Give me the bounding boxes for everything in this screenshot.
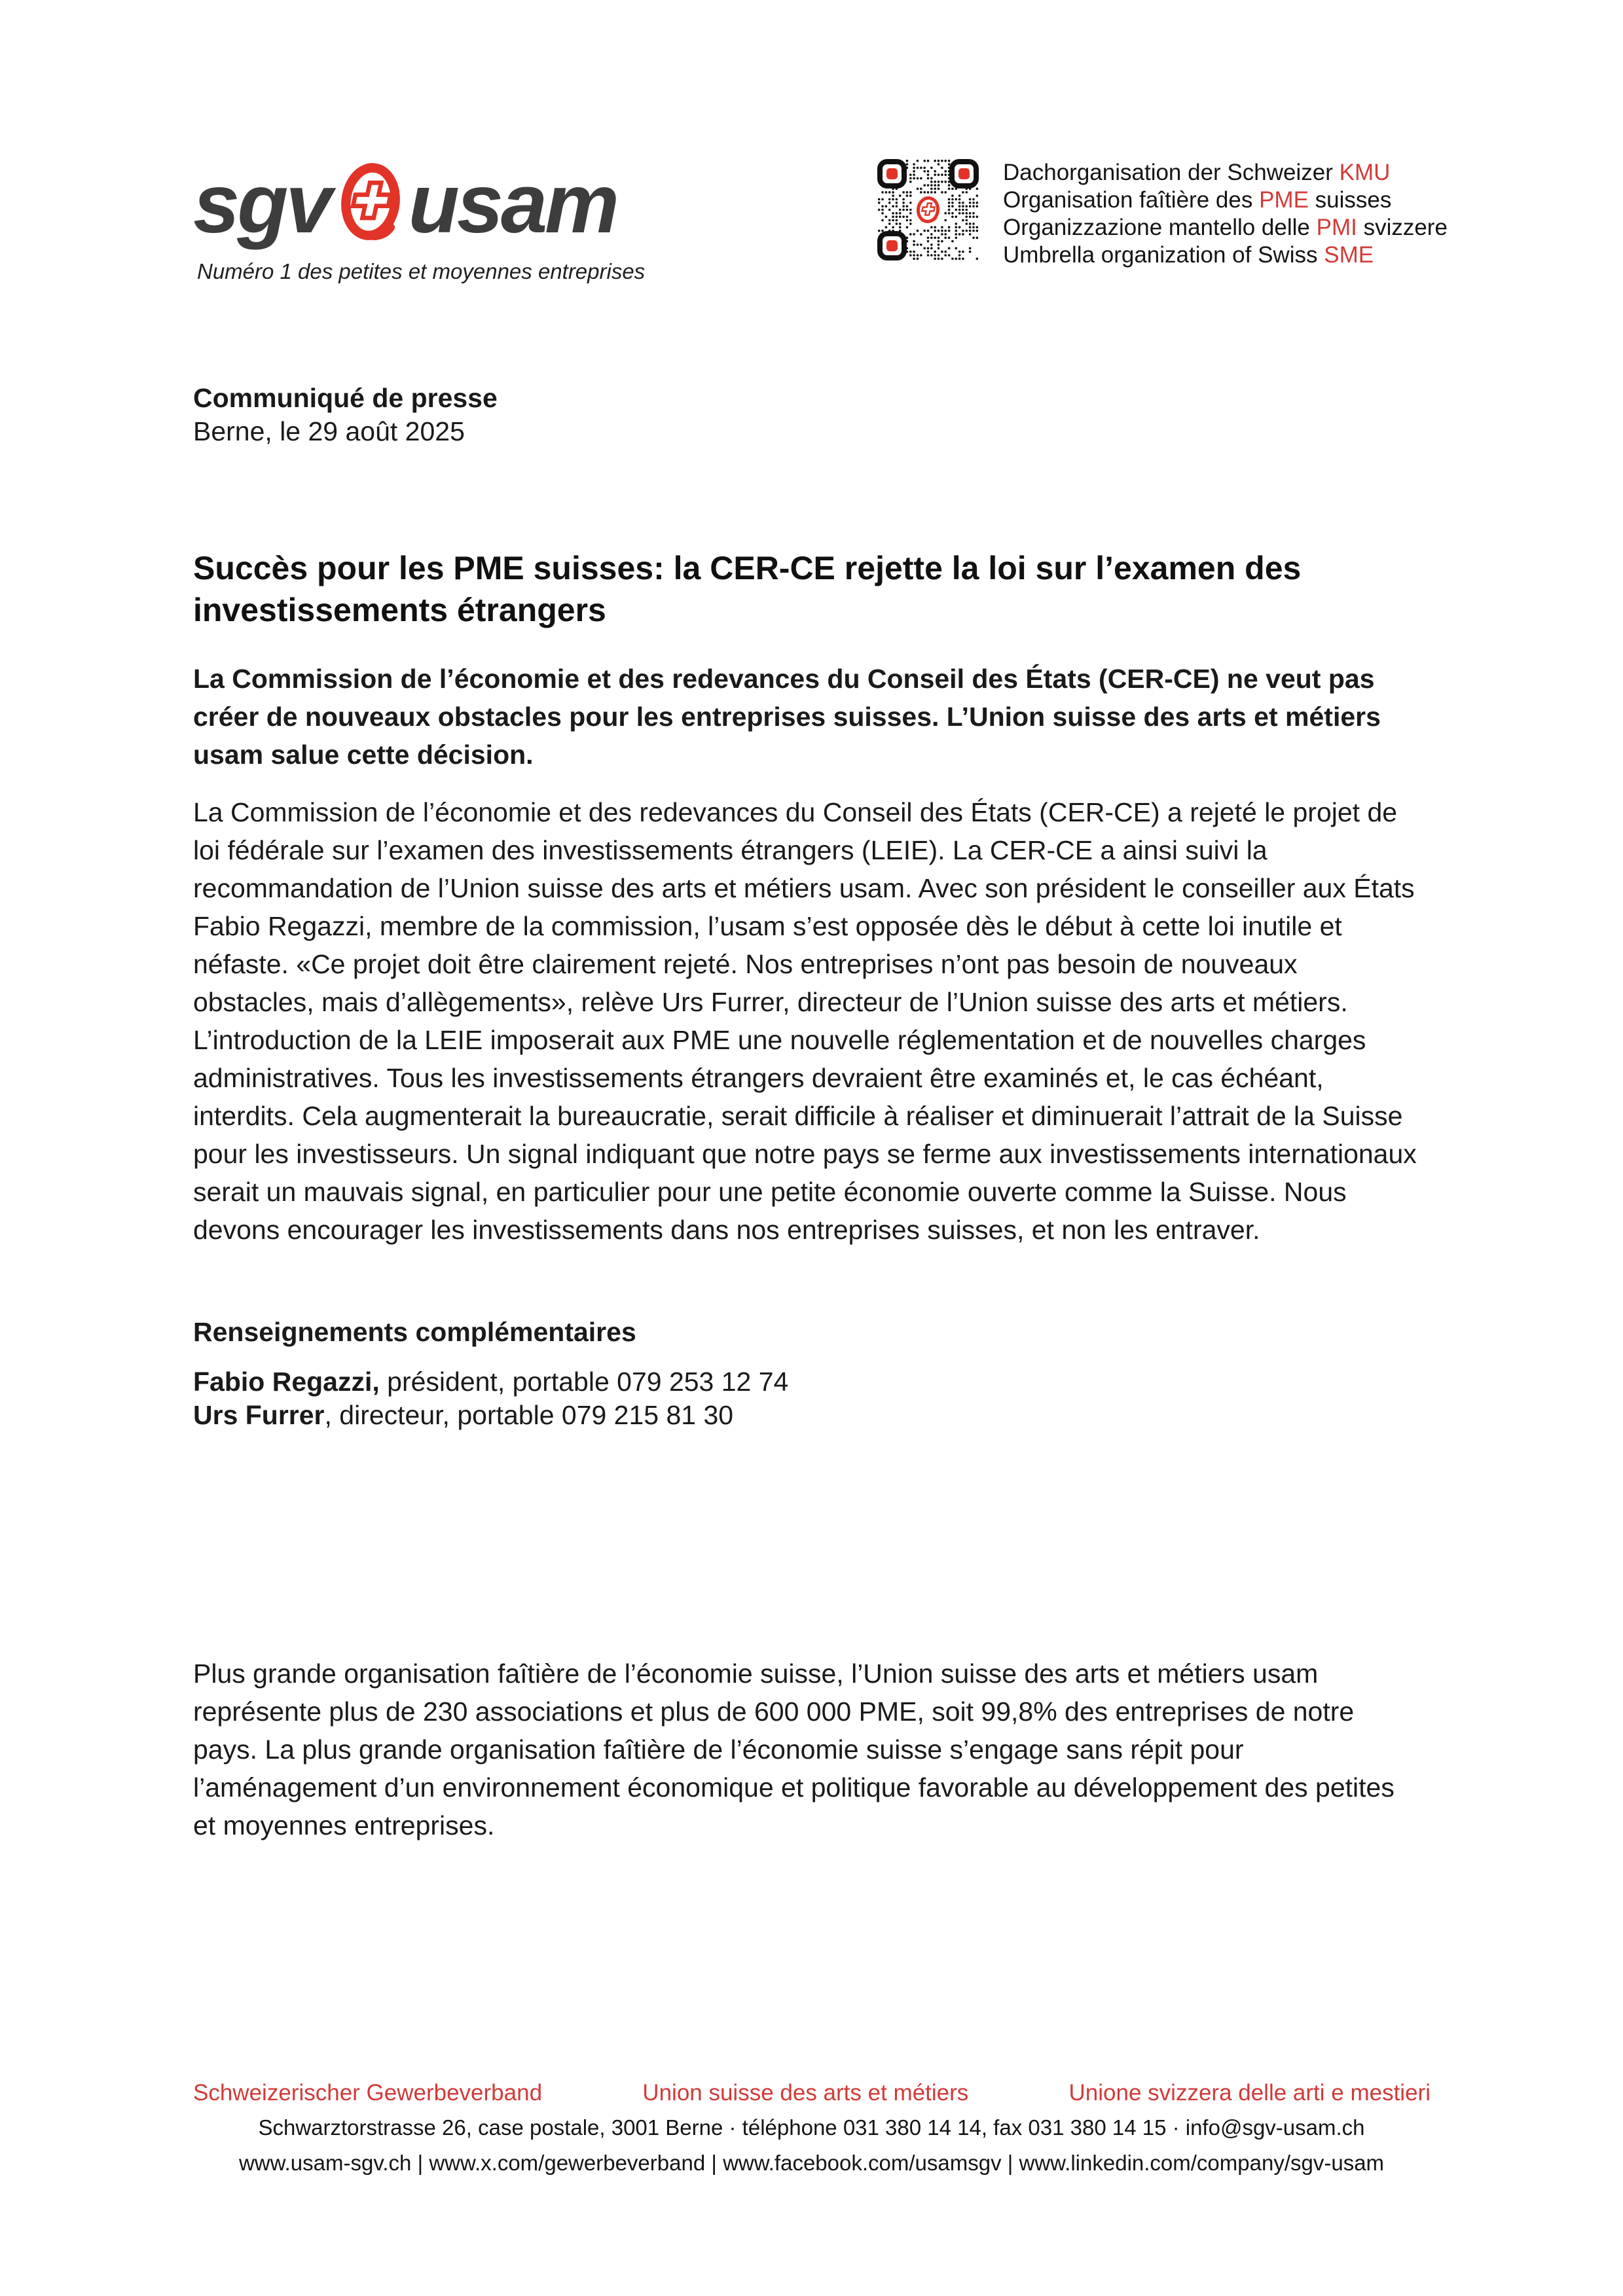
qr-code xyxy=(877,159,979,260)
body-paragraph-2: L’introduction de la LEIE imposerait aux PME une nouvelle réglementation et de nouvelles charges administratives. Tous les investissements étrangers devraient être examinés et, le cas échéant, interdits. Cela augmenterait la bureaucratie, serait difficile à réaliser et diminuerait l’attrait de la Suisse pour les investisseurs. Un signal indiquant que notre pays se ferme aux investissements internationaux serait un mauvais signal, en particulier pour une petite économie ouverte comme la Suisse. Nous devons encourager les investissements dans nos entreprises suisses, et non les entraver. xyxy=(193,1025,1417,1245)
contact-lines xyxy=(193,1365,788,1432)
org-description-lines xyxy=(1003,159,1448,269)
org-line-abbr: PMI xyxy=(1316,215,1357,240)
body-paragraph-1: La Commission de l’économie et des redevances du Conseil des États (CER-CE) a rejeté le projet de loi fédérale sur l’examen des investissements étrangers (LEIE). La CER-CE a ainsi suivi la recommandation de l’Union suisse des arts et métiers usam. Avec son président le conseiller aux États Fabio Regazzi, membre de la commission, l’usam s’est opposée dès le début à cette loi inutile et néfaste. «Ce projet doit être clairement rejeté. Nos entreprises n’ont pas besoin de nouveaux obstacles, mais d’allègements», relève Urs Furrer, directeur de l’Union suisse des arts et métiers. xyxy=(193,797,1415,1017)
footer-web-line: www.usam-sgv.ch | www.x.com/gewerbeverband | www.facebook.com/usamsgv | www.linkedin.com/company/sgv-usam xyxy=(238,2151,1385,2175)
org-line-text: Dachorganisation der Schweizer xyxy=(1003,160,1340,185)
sgv-usam-logo xyxy=(193,157,646,284)
footer-org-de: Schweizerischer Gewerbeverband xyxy=(193,2080,543,2106)
boilerplate-paragraph: Plus grande organisation faîtière de l’économie suisse, l’Union suisse des arts et métiers usam représente plus de 230 associations et plus de 600 000 PME, soit 99,8% des entreprises de notre pays. La plus grande organisation faîtière de l’économie suisse s’engage sans répit pour l’aménagement d’un environnement économique et politique favorable au développement des petites et moyennes entreprises. xyxy=(193,1659,1395,1840)
org-line-fr xyxy=(1003,187,1448,214)
org-line-de xyxy=(1003,159,1448,187)
swiss-cross-ring-icon xyxy=(339,161,402,243)
lead-paragraph: La Commission de l’économie et des redevances du Conseil des États (CER-CE) ne veut pas créer de nouveaux obstacles pour les entreprises suisses. L’Union suisse des arts et métiers usam salue cette décision. xyxy=(193,664,1381,770)
qr-code-graphic xyxy=(877,159,979,260)
contact-name: Urs Furrer xyxy=(193,1400,325,1430)
contact-details: président, portable 079 253 12 74 xyxy=(379,1367,789,1397)
org-line-it xyxy=(1003,214,1448,242)
org-line-text: Organizzazione mantello delle xyxy=(1003,215,1317,240)
logo-wordmark xyxy=(193,157,645,251)
document-meta xyxy=(193,382,498,448)
doc-type-label: Communiqué de presse xyxy=(193,383,498,413)
contact-line-president xyxy=(193,1365,788,1399)
org-line-text: Umbrella organization of Swiss xyxy=(1003,242,1324,268)
footer-org-it: Unione svizzera delle arti e mestieri xyxy=(1068,2080,1431,2106)
logo-text-sgv: sgv xyxy=(193,157,330,251)
press-release-title: Succès pour les PME suisses: la CER-CE rejette la loi sur l’examen des investissements étrangers xyxy=(193,550,1302,628)
contact-heading: Renseignements complémentaires xyxy=(193,1317,636,1347)
contact-line-director xyxy=(193,1399,788,1432)
dateline: Berne, le 29 août 2025 xyxy=(193,416,465,446)
contact-name: Fabio Regazzi, xyxy=(193,1367,380,1397)
org-line-text: suisses xyxy=(1308,187,1392,213)
org-line-abbr: SME xyxy=(1324,242,1374,268)
org-line-en xyxy=(1003,242,1448,269)
footer-address-line: Schwarztorstrasse 26, case postale, 3001 Berne · téléphone 031 380 14 14, fax 031 380 14 15 · info@sgv-usam.ch xyxy=(258,2115,1365,2140)
org-line-abbr: KMU xyxy=(1339,160,1391,185)
org-line-text: svizzere xyxy=(1357,215,1448,240)
org-line-text: Organisation faîtière des xyxy=(1003,187,1260,213)
footer-org-fr: Union suisse des arts et métiers xyxy=(642,2080,969,2106)
org-line-abbr: PME xyxy=(1259,187,1309,213)
logo-tagline: Numéro 1 des petites et moyennes entreprises xyxy=(197,259,646,283)
logo-text-usam: usam xyxy=(408,157,617,251)
footer-org-names xyxy=(193,2080,1431,2106)
contact-details: , directeur, portable 079 215 81 30 xyxy=(324,1400,734,1430)
